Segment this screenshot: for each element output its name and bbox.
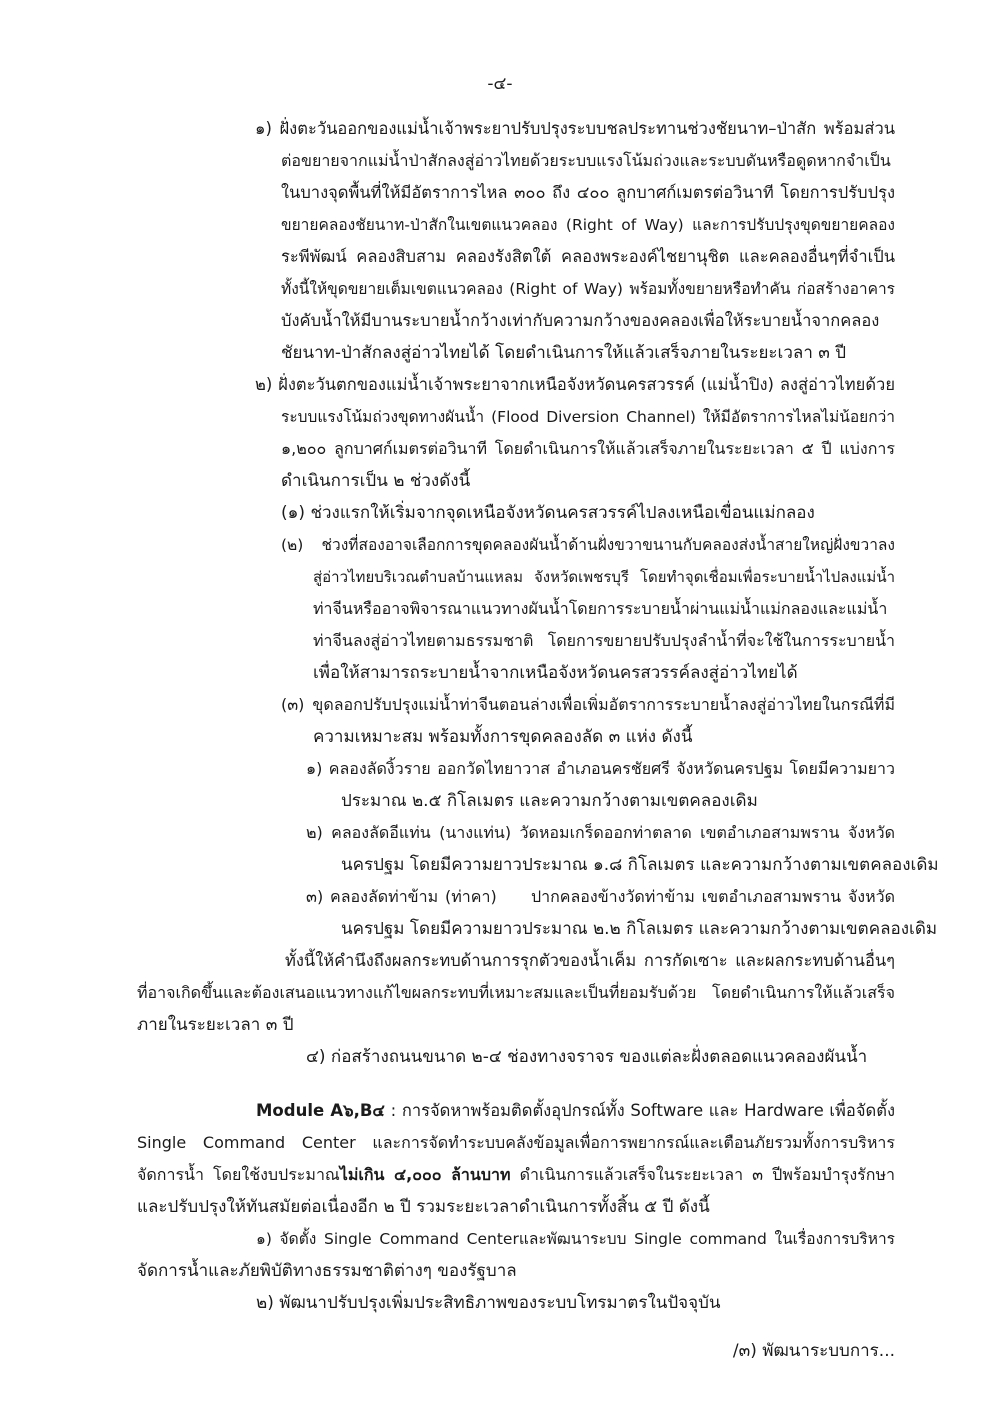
item-1-line-4: ขยายคลองชัยนาท-ป่าสักในเขตแนวคลอง (Right of Way) และการปรับปรุงขุดขยายคลอง (281, 216, 895, 234)
subitem-2-line-5: เพื่อให้สามารถระบายน้ำจากเหนือจังหวัดนครสวรรค์ลงสู่อ่าวไทยได้ (313, 663, 798, 683)
impact-note-line-1: ทั้งนี้ให้คำนึงถึงผลกระทบด้านการรุกตัวของน้ำเค็ม การกัดเซาะ และผลกระทบด้านอื่นๆ (285, 951, 895, 970)
item-1-line-1: ๑) ฝั่งตะวันออกของแม่น้ำเจ้าพระยาปรับปรุงระบบชลประทานช่วงชัยนาท–ป่าสัก พร้อมส่วน (255, 119, 895, 138)
module-item-1-line-2: จัดการน้ำและภัยพิบัติทางธรรมชาติต่างๆ ของรัฐบาล (137, 1261, 517, 1281)
module-line-3-post: ดำเนินการแล้วเสร็จในระยะเวลา ๓ ปีพร้อมบำรุงรักษา (510, 1165, 895, 1184)
canal-1-line-2: ประมาณ ๒.๕ กิโลเมตร และความกว้างตามเขตคลองเดิม (341, 791, 758, 811)
impact-note-line-3: ภายในระยะเวลา ๓ ปี (137, 1015, 294, 1035)
item-1-line-8: ชัยนาท-ป่าสักลงสู่อ่าวไทยได้ โดยดำเนินการให้แล้วเสร็จภายในระยะเวลา ๓ ปี (281, 343, 847, 363)
item-1-line-6: ทั้งนี้ให้ขุดขยายเต็มเขตแนวคลอง (Right of Way) พร้อมทั้งขยายหรือทำคัน ก่อสร้างอาคาร (281, 280, 895, 298)
module-line-3-pre: จัดการน้ำ โดยใช้งบประมาณ (137, 1165, 340, 1184)
canal-2-line-1: ๒) คลองลัดอีแท่น (นางแท่น) วัดหอมเกร็ดออกท่าตลาด เขตอำเภอสามพราน จังหวัด (306, 823, 895, 842)
item-2-line-2: ระบบแรงโน้มถ่วงขุดทางผันน้ำ (Flood Diversion Channel) ให้มีอัตราการไหลไม่น้อยกว่า (281, 408, 895, 426)
item-1-line-2: ต่อขยายจากแม่น้ำป่าสักลงสู่อ่าวไทยด้วยระบบแรงโน้มถ่วงและระบบดันหรือดูดหากจำเป็น (281, 151, 891, 170)
canal-1-line-1: ๑) คลองลัดงิ้วราย ออกวัดไทยาวาส อำเภอนครชัยศรี จังหวัดนครปฐม โดยมีความยาว (306, 759, 895, 778)
item-4: ๔) ก่อสร้างถนนขนาด ๒-๔ ช่องทางจราจร ของแต่ละฝั่งตลอดแนวคลองผันน้ำ (306, 1047, 868, 1067)
subitem-2-line-3: ท่าจีนหรืออาจพิจารณาแนวทางผันน้ำโดยการระบายน้ำผ่านแม่น้ำแม่กลองและแม่น้ำ (313, 599, 888, 618)
item-2-line-3: ๑,๒๐๐ ลูกบาศก์เมตรต่อวินาที โดยดำเนินการให้แล้วเสร็จภายในระยะเวลา ๕ ปี แบ่งการ (281, 439, 895, 458)
module-item-2: ๒) พัฒนาปรับปรุงเพิ่มประสิทธิภาพของระบบโทรมาตรในปัจจุบัน (256, 1293, 721, 1313)
item-1-line-7: บังคับน้ำให้มีบานระบายน้ำกว้างเท่ากับความกว้างของคลองเพื่อให้ระบายน้ำจากคลอง (281, 311, 880, 330)
subitem-3-line-1: (๓) ขุดลอกปรับปรุงแม่น้ำท่าจีนตอนล่างเพื่อเพิ่มอัตราการระบายน้ำลงสู่อ่าวไทยในกรณีที่มี (281, 695, 895, 714)
module-item-1-line-1: ๑) จัดตั้ง Single Command Centerและพัฒนาระบบ Single command ในเรื่องการบริหาร (256, 1230, 895, 1248)
canal-3-line-2: นครปฐม โดยมีความยาวประมาณ ๒.๒ กิโลเมตร และความกว้างตามเขตคลองเดิม (341, 919, 938, 939)
impact-note-line-2: ที่อาจเกิดขึ้นและต้องเสนอแนวทางแก้ไขผลกระทบที่เหมาะสมและเป็นที่ยอมรับด้วย โดยดำเนินการให้แล้วเสร็จ (137, 983, 895, 1002)
subitem-2-line-2: สู่อ่าวไทยบริเวณตำบลบ้านแหลม จังหวัดเพชรบุรี โดยทำจุดเชื่อมเพื่อระบายน้ำไปลงแม่น้ำ (313, 568, 895, 586)
continuation-marker: /๓) พัฒนาระบบการ... (732, 1341, 895, 1361)
subitem-1: (๑) ช่วงแรกให้เริ่มจากจุดเหนือจังหวัดนครสวรรค์ไปลงเหนือเขื่อนแม่กลอง (281, 503, 815, 523)
item-1-line-5: ระพีพัฒน์ คลองสิบสาม คลองรังสิตใต้ คลองพระองค์ไชยานุชิต และคลองอื่นๆที่จำเป็น (281, 247, 895, 266)
module-line-1-text: : การจัดหาพร้อมติดตั้งอุปกรณ์ทั้ง Software และ Hardware เพื่อจัดตั้ง (384, 1101, 895, 1120)
subitem-3-line-2: ความเหมาะสม พร้อมทั้งการขุดคลองลัด ๓ แห่ง ดังนี้ (313, 727, 693, 747)
subitem-2-line-4: ท่าจีนลงสู่อ่าวไทยตามธรรมชาติ โดยการขยายปรับปรุงลำน้ำที่จะใช้ในการระบายน้ำ (313, 631, 895, 650)
module-label: Module A๖,B๔ (256, 1101, 385, 1120)
module-line-2: Single Command Center และการจัดทำระบบคลังข้อมูลเพื่อการพยากรณ์และเตือนภัยรวมทั้งการบริหาร (137, 1133, 895, 1152)
subitem-2-line-1: (๒) ช่วงที่สองอาจเลือกการขุดคลองผันน้ำด้านฝั่งขวาขนานกับคลองส่งน้ำสายใหญ่ฝั่งขวาลง (281, 536, 895, 554)
canal-2-line-2: นครปฐม โดยมีความยาวประมาณ ๑.๘ กิโลเมตร และความกว้างตามเขตคลองเดิม (341, 855, 939, 875)
canal-3-line-1: ๓) คลองลัดท่าข้าม (ท่าคา) ปากคลองข้างวัดท่าข้าม เขตอำเภอสามพราน จังหวัด (306, 887, 895, 906)
page-number: -๔- (487, 74, 513, 94)
item-2-line-1: ๒) ฝั่งตะวันตกของแม่น้ำเจ้าพระยาจากเหนือจังหวัดนครสวรรค์ (แม่น้ำปิง) ลงสู่อ่าวไทยด้วย (255, 375, 895, 394)
module-line-1 (256, 1095, 895, 1127)
module-line-3 (137, 1159, 895, 1191)
budget-amount: ไม่เกิน ๔,๐๐๐ ล้านบาท (339, 1165, 511, 1184)
item-1-line-3: ในบางจุดพื้นที่ให้มีอัตราการไหล ๓๐๐ ถึง ๔๐๐ ลูกบาศก์เมตรต่อวินาที โดยการปรับปรุง (281, 183, 895, 202)
module-line-4: และปรับปรุงให้ทันสมัยต่อเนื่องอีก ๒ ปี รวมระยะเวลาดำเนินการทั้งสิ้น ๕ ปี ดังนี้ (137, 1197, 710, 1217)
item-2-line-4: ดำเนินการเป็น ๒ ช่วงดังนี้ (281, 471, 471, 491)
